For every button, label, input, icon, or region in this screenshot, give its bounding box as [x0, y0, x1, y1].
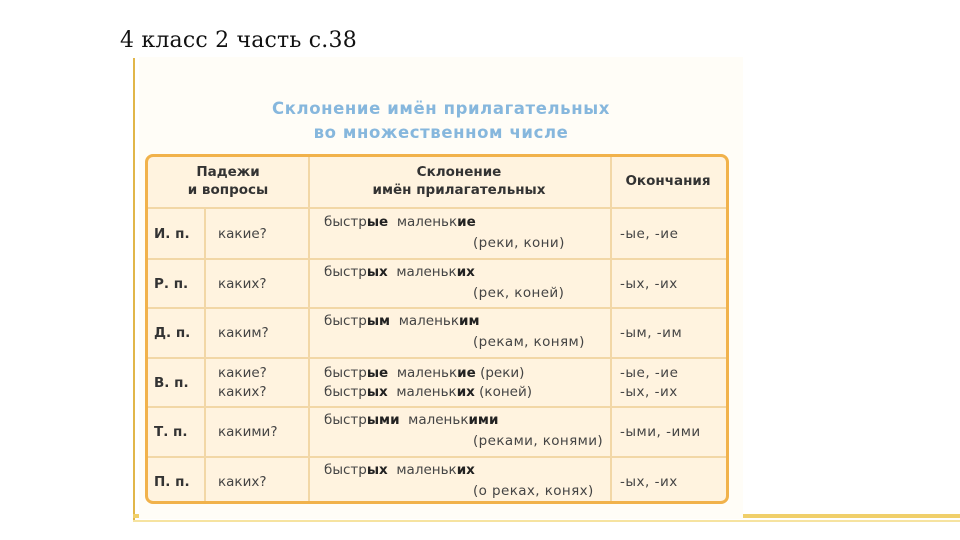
header-endings: Окончания — [625, 173, 711, 189]
ending-malenk: им — [459, 313, 480, 329]
endings: -ыми, -ими — [620, 424, 701, 440]
endings: -ых, -их — [620, 275, 678, 292]
table-heading-line2: во множественном числе — [313, 123, 569, 142]
ending-malenk: ие — [457, 214, 476, 230]
slide-divider-horizontal-thin — [133, 520, 960, 522]
noun-example-2: (коней) — [479, 383, 533, 400]
header-cases — [148, 163, 308, 199]
stem-bystr: быстр — [324, 461, 367, 478]
adjective-pair-1 — [324, 365, 524, 381]
stem-bystr: быстр — [324, 263, 367, 280]
case-question: каких? — [218, 473, 267, 490]
ending-bystr: ые — [366, 214, 389, 230]
endings-2: -ых, -их — [620, 383, 678, 400]
stem-bystr: быстр — [324, 313, 367, 329]
header-declension — [308, 163, 610, 199]
noun-example: (рекам, коням) — [473, 334, 585, 350]
ending-malenk: их — [456, 461, 475, 478]
table-heading-line1: Склонение имён прилагательных — [272, 99, 610, 118]
header-cases-line2: и вопросы — [187, 182, 269, 198]
case-question: какими? — [218, 424, 278, 440]
adjective-pair-1 — [324, 264, 475, 280]
adjective-pair-1 — [324, 462, 475, 478]
case-label: Т. п. — [154, 424, 188, 440]
ending-malenk: ие — [457, 364, 476, 381]
ending-malenk: их — [456, 383, 475, 400]
ending-bystr: ыми — [366, 412, 400, 428]
case-question: каких? — [218, 275, 267, 292]
endings: -ым, -им — [620, 325, 683, 341]
stem-malenk: маленьк — [396, 214, 458, 230]
stem-malenk: маленьк — [408, 412, 469, 428]
noun-example: (о реках, конях) — [473, 482, 594, 499]
case-question-2: каких? — [218, 383, 267, 400]
noun-example: (рек, коней) — [473, 284, 565, 301]
stem-bystr: быстр — [324, 364, 367, 381]
stem-malenk: маленьк — [398, 313, 460, 329]
case-label: Р. п. — [154, 275, 189, 292]
header-cases-line1: Падежи — [196, 164, 260, 180]
header-declension-line1: Склонение — [416, 164, 502, 180]
stem-bystr: быстр — [324, 383, 367, 400]
table-header-row — [148, 157, 726, 207]
ending-bystr: ых — [366, 383, 388, 400]
adjective-pair-2 — [324, 384, 532, 400]
case-label: Д. п. — [154, 325, 191, 341]
case-question: каким? — [218, 325, 269, 341]
noun-example-1: (реки) — [480, 364, 525, 381]
endings-1: -ые, -ие — [620, 364, 679, 381]
ending-bystr: ым — [366, 313, 391, 329]
declension-table — [145, 154, 729, 504]
case-label: П. п. — [154, 473, 190, 490]
header-declension-line2: имён прилагательных — [372, 182, 546, 198]
ending-bystr: ых — [366, 263, 388, 280]
stem-malenk: маленьк — [396, 383, 457, 400]
case-label: И. п. — [154, 226, 190, 242]
case-label: В. п. — [154, 374, 189, 391]
ending-malenk: ими — [468, 412, 499, 428]
slide-title: 4 класс 2 часть с.38 — [120, 28, 357, 53]
case-question: какие? — [218, 226, 267, 242]
noun-example: (реки, кони) — [473, 235, 565, 251]
ending-bystr: ые — [366, 364, 389, 381]
stem-malenk: маленьк — [396, 263, 457, 280]
endings: -ые, -ие — [620, 226, 679, 242]
endings: -ых, -их — [620, 473, 678, 490]
ending-malenk: их — [456, 263, 475, 280]
table-heading — [139, 97, 743, 145]
adjective-pair-1 — [324, 214, 476, 230]
ending-bystr: ых — [366, 461, 388, 478]
adjective-pair-1 — [324, 313, 480, 329]
slide-divider-vertical — [133, 58, 135, 520]
stem-malenk: маленьк — [396, 364, 458, 381]
stem-bystr: быстр — [324, 214, 367, 230]
adjective-pair-1 — [324, 412, 498, 428]
textbook-page-image — [139, 57, 743, 519]
stem-bystr: быстр — [324, 412, 367, 428]
noun-example: (реками, конями) — [473, 433, 604, 449]
case-question-1: какие? — [218, 364, 267, 381]
stem-malenk: маленьк — [396, 461, 457, 478]
